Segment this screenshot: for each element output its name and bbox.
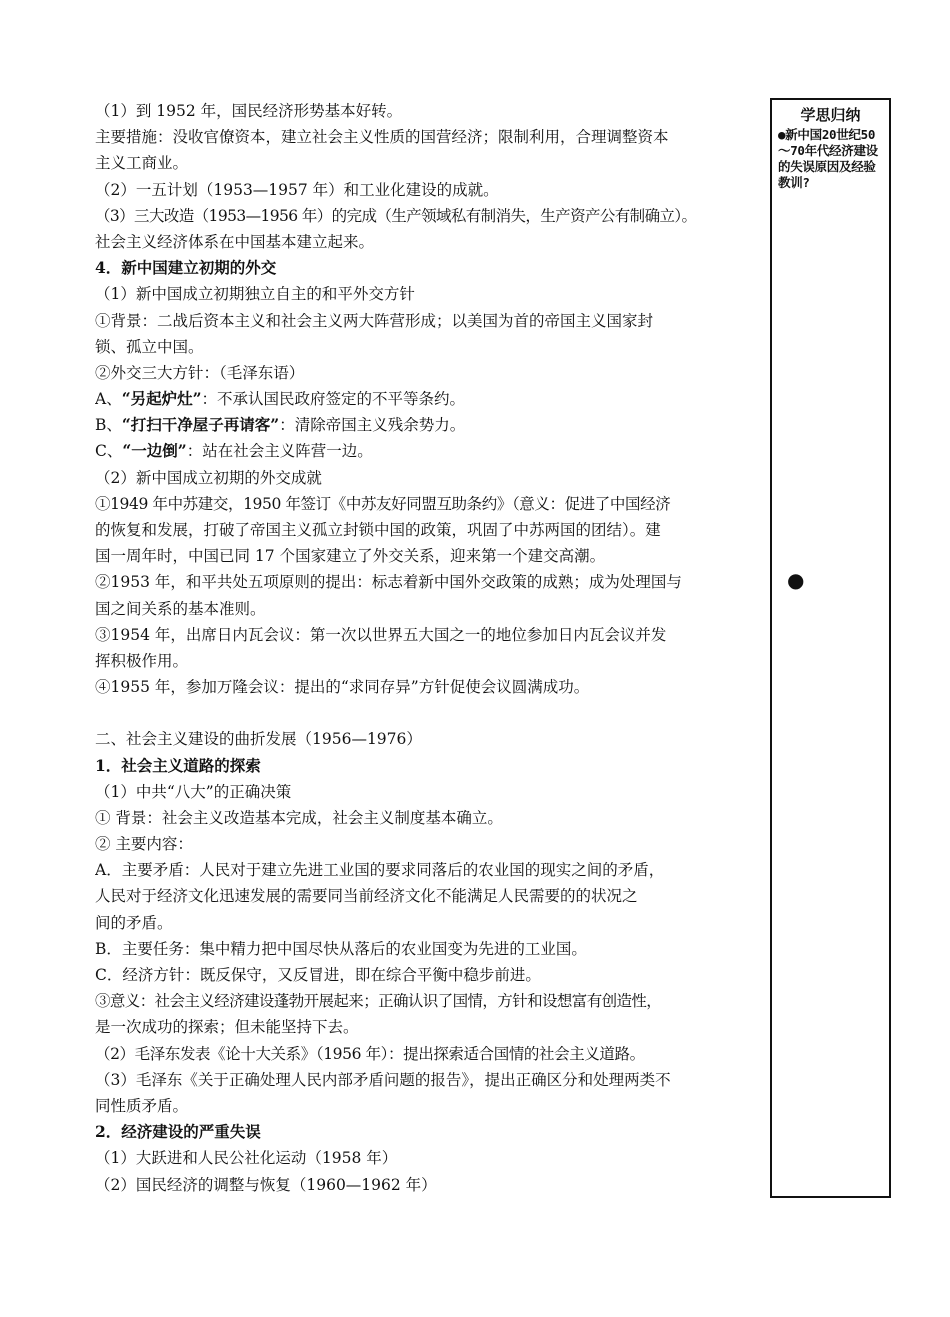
text-line: ① 背景：社会主义改造基本完成，社会主义制度基本确立。 (95, 808, 503, 827)
policy-line-a (95, 386, 767, 412)
text-line: 挥积极作用。 (95, 651, 189, 670)
text-line: ①背景：二战后资本主义和社会主义两大阵营形成；以美国为首的帝国主义国家封 (95, 311, 654, 330)
policy-desc: ：不承认国民政府签定的不平等条约。 (201, 390, 466, 409)
text-line: 人民对于经济文化迅速发展的需要同当前经济文化不能满足人民需要的的状况之 (95, 887, 638, 906)
text-line: （1）到 1952 年，国民经济形势基本好转。 (95, 102, 403, 120)
text-line: A．主要矛盾：人民对于建立先进工业国的要求同落后的农业国的现实之间的矛盾， (95, 861, 665, 880)
bullet-icon: ● (787, 568, 805, 592)
text-line: 主义工商业。 (95, 154, 189, 173)
policy-desc: ：站在社会主义阵营一边。 (186, 442, 373, 461)
text-line: 主要措施：没收官僚资本，建立社会主义性质的国营经济；限制利用，合理调整资本 (95, 128, 669, 147)
policy-prefix: A、 (95, 390, 122, 409)
text-line: （2）国民经济的调整与恢复（1960—1962 年） (95, 1175, 437, 1194)
policy-name: “一边倒” (122, 441, 187, 461)
section-heading: 1．社会主义道路的探索 (95, 755, 261, 775)
policy-name: “另起炉灶” (121, 389, 202, 409)
sidebar-question: ●新中国20世纪50～70年代经济建设的失误原因及经验教训? (778, 127, 878, 190)
policy-prefix: C、 (95, 442, 123, 461)
text-line: （2）新中国成立初期的外交成就 (95, 468, 322, 487)
text-line: （1）新中国成立初期独立自主的和平外交方针 (95, 285, 415, 304)
text-line: ②1953 年，和平共处五项原则的提出：标志着新中国外交政策的成熟；成为处理国与 (95, 573, 682, 592)
text-line: 国之间关系的基本准则。 (95, 599, 266, 618)
text-line: 同性质矛盾。 (95, 1096, 189, 1115)
text-line: 社会主义经济体系在中国基本建立起来。 (95, 232, 375, 251)
text-line: （2）一五计划（1953—1957 年）和工业化建设的成就。 (95, 180, 499, 199)
policy-line-b (95, 412, 767, 438)
reflection-sidebar (770, 98, 891, 1198)
policy-prefix: B、 (95, 416, 122, 435)
policy-name: “打扫干净屋子再请客” (121, 415, 280, 435)
policy-line-c (95, 438, 767, 464)
section-heading: 2．经济建设的严重失误 (95, 1122, 261, 1142)
text-line: ②外交三大方针：（毛泽东语） (95, 363, 305, 382)
text-line: （1）中共“八大”的正确决策 (95, 782, 292, 801)
text-line: （3）三大改造（1953—1956 年）的完成（生产领域私有制消失，生产资产公有制确立）。 (95, 206, 697, 225)
sidebar-title: 学思归纳 (800, 106, 861, 124)
text-line: 是一次成功的探索；但未能坚持下去。 (95, 1018, 359, 1037)
chapter-heading: 二、社会主义建设的曲折发展（1956—1976） (95, 730, 422, 749)
text-line: （1）大跃进和人民公社化运动（1958 年） (95, 1149, 398, 1168)
policy-desc: ：清除帝国主义残余势力。 (279, 416, 466, 435)
text-line: 国一周年时，中国已同 17 个国家建立了外交关系，迎来第一个建交高潮。 (95, 547, 606, 566)
text-line: 间的矛盾。 (95, 913, 173, 932)
text-line: （2）毛泽东发表《论十大关系》（1956 年）：提出探索适合国情的社会主义道路。 (95, 1044, 645, 1063)
text-line: ①1949 年中苏建交，1950 年签订《中苏友好同盟互助条约》（意义：促进了中国经济 (95, 494, 671, 513)
text-line: B．主要任务：集中精力把中国尽快从落后的农业国变为先进的工业国。 (95, 939, 587, 958)
text-line: ③意义：社会主义经济建设蓬勃开展起来；正确认识了国情，方针和设想富有创造性， (95, 992, 662, 1011)
text-line: 锁、孤立中国。 (95, 337, 204, 356)
text-line: （3）毛泽东《关于正确处理人民内部矛盾问题的报告》，提出正确区分和处理两类不 (95, 1070, 671, 1089)
section-heading: 4．新中国建立初期的外交 (95, 258, 277, 278)
text-line: 的恢复和发展，打破了帝国主义孤立封锁中国的政策，巩固了中苏两国的团结）。建 (95, 521, 661, 539)
text-line: ② 主要内容： (95, 835, 193, 854)
blank-line (95, 700, 767, 726)
text-line: ④1955 年，参加万隆会议：提出的“求同存异”方针促使会议圆满成功。 (95, 678, 590, 697)
text-line: ③1954 年，出席日内瓦会议：第一次以世界五大国之一的地位参加日内瓦会议并发 (95, 625, 667, 644)
text-line: C．经济方针：既反保守，又反冒进，即在综合平衡中稳步前进。 (95, 966, 541, 984)
main-content (95, 98, 767, 1198)
